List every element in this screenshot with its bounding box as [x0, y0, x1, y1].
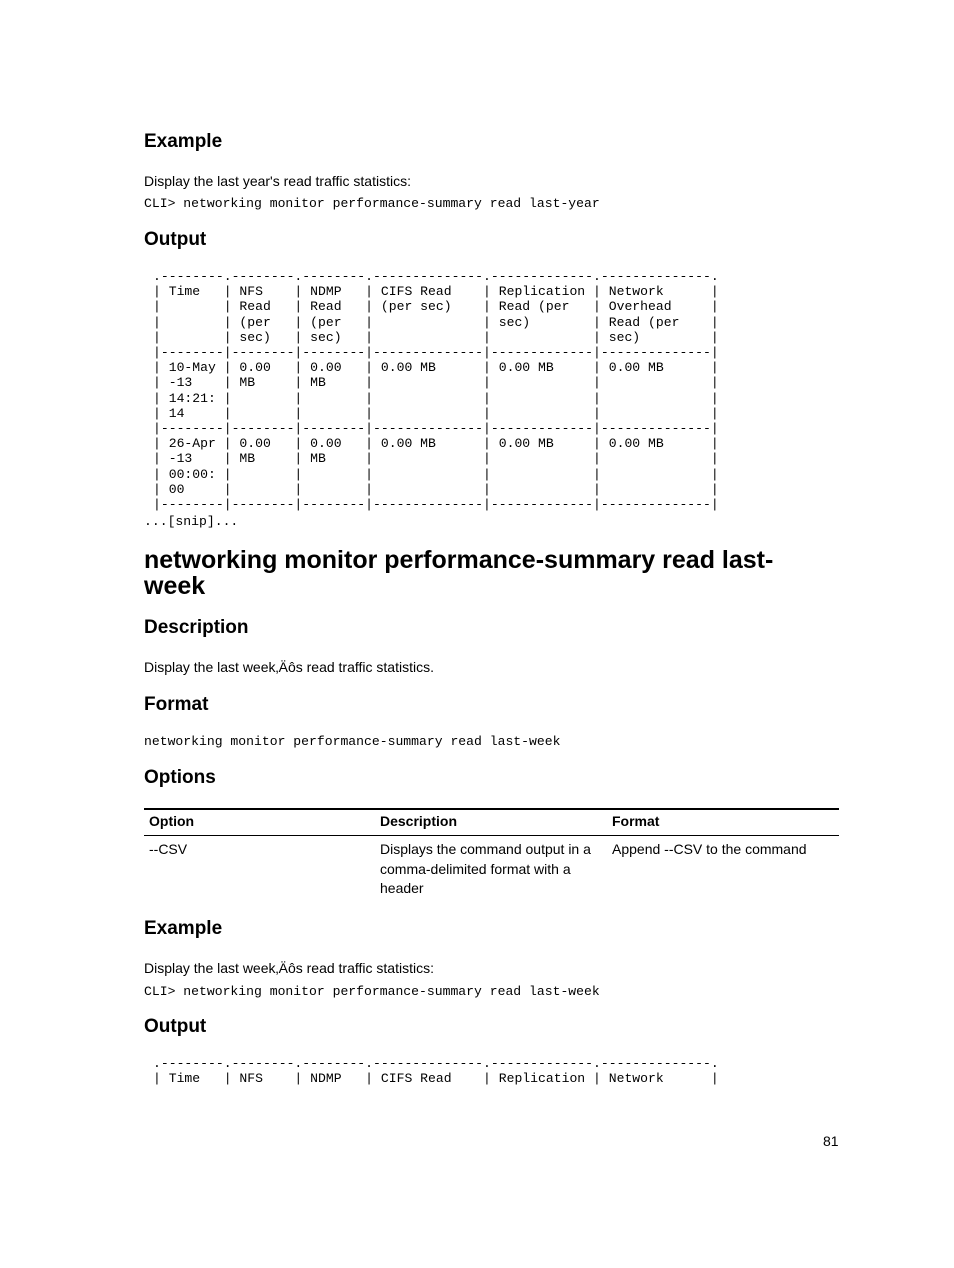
example-description: Display the last year's read traffic statistics:: [144, 173, 411, 189]
table-row: [144, 836, 839, 903]
page-number: 81: [823, 1133, 839, 1149]
output-table-block: .--------.--------.--------.--------------.-------------.--------------. | Time | NFS | NDMP | CIFS Read | Replication | Network | | | Read | Read | (per sec) | Read (per | Overhead | | | (per | (per | | sec) | Read (per | | | sec) | sec) | | | sec) | |--------|--------|--------|--------------|-------------|--------------| | 10-May | 0.00 | 0.00 | 0.00 MB | 0.00 MB | 0.00 MB | | -13 | MB | MB | | | | | 14:21: | | | | | | | 14 | | | | | | |--------|--------|--------|--------------|-------------|--------------| | 26-Apr | 0.00 | 0.00 | 0.00 MB | 0.00 MB | 0.00 MB | | -13 | MB | MB | | | | | 00:00: | | | | | | | 00 | | | | | | |--------|--------|--------|--------------|-------------|--------------|: [153, 269, 719, 513]
options-header-format: Format: [607, 809, 839, 836]
options-table-header: [144, 809, 839, 836]
format-command: networking monitor performance-summary read last-week: [144, 734, 561, 749]
command-title: networking monitor performance-summary read last-week: [144, 546, 774, 600]
options-table: [144, 808, 839, 903]
example-command: CLI> networking monitor performance-summary read last-year: [144, 196, 600, 211]
output-heading-2: Output: [144, 1016, 207, 1037]
example-heading: Example: [144, 131, 223, 152]
description-text: Display the last week‚Äôs read traffic statistics.: [144, 659, 434, 675]
snip-marker: ...[snip]...: [144, 514, 239, 529]
option-description-cell: Displays the command output in a comma-delimited format with a header: [380, 841, 591, 896]
options-header-option: Option: [144, 809, 375, 836]
output-heading: Output: [144, 229, 207, 250]
option-format-cell: Append --CSV to the command: [612, 841, 807, 857]
example-description-2: Display the last week‚Äôs read traffic statistics:: [144, 960, 434, 976]
options-header-description: Description: [375, 809, 607, 836]
example-command-2: CLI> networking monitor performance-summary read last-week: [144, 984, 600, 999]
example-heading-2: Example: [144, 918, 223, 939]
output-table-block-2: .--------.--------.--------.--------------.-------------.--------------. | Time | NFS | NDMP | CIFS Read | Replication | Network |: [153, 1056, 719, 1087]
description-heading: Description: [144, 617, 249, 638]
options-heading: Options: [144, 767, 216, 788]
format-heading: Format: [144, 694, 209, 715]
option-cell: --CSV: [149, 841, 188, 857]
